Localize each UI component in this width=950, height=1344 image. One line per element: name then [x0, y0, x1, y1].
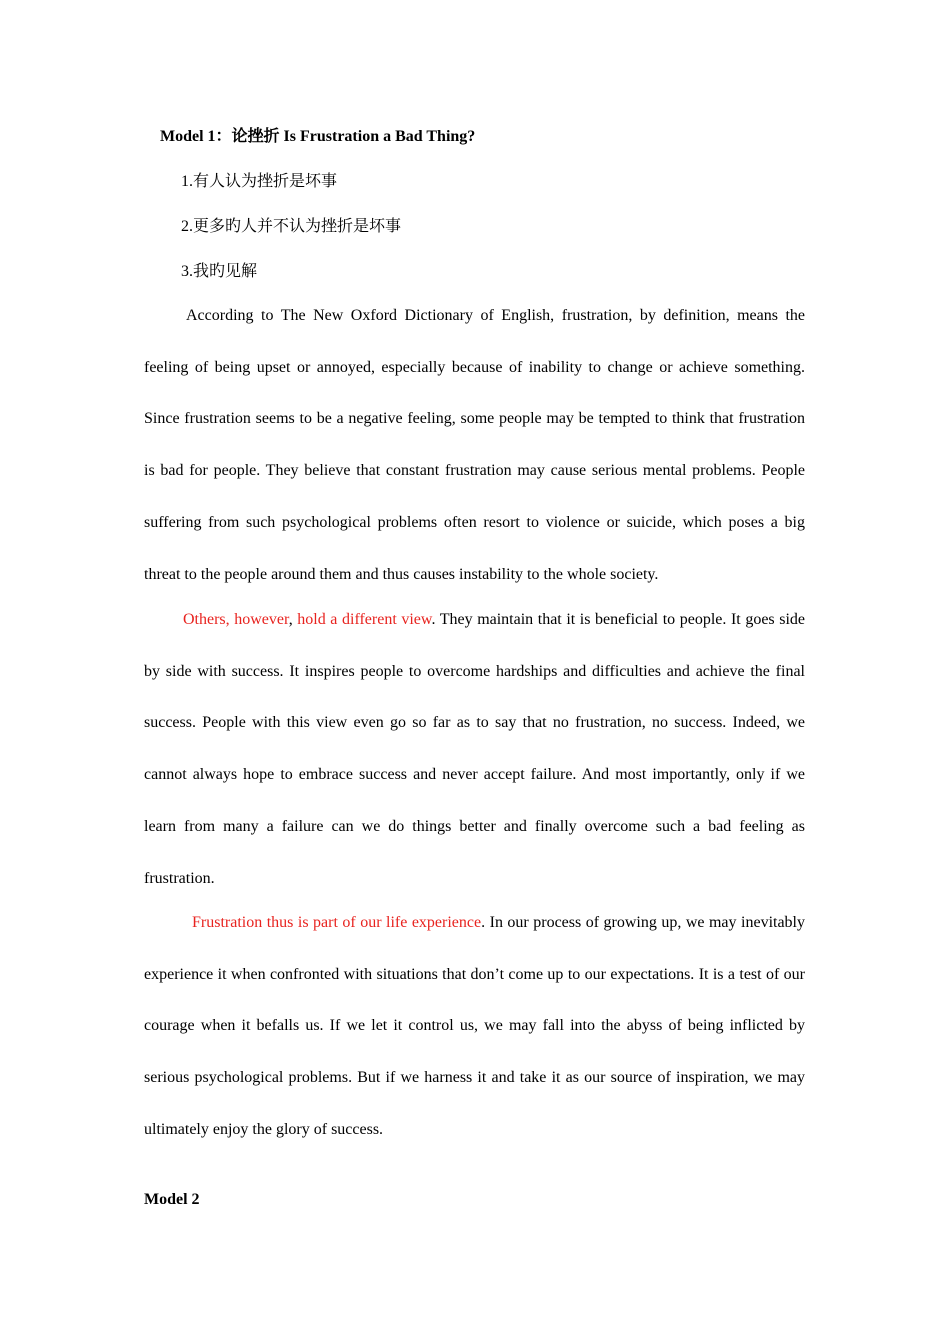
outline-item-3: 3.我旳见解 — [181, 263, 258, 280]
highlight-others-however: Others, however — [183, 611, 289, 628]
outline-item-2: 2.更多旳人并不认为挫折是坏事 — [181, 218, 402, 235]
highlight-life-experience: Frustration thus is part of our life experience — [192, 914, 482, 931]
paragraph-1: According to The New Oxford Dictionary of English, frustration, by definition, means the feeling of being upset or annoyed, especially because of inability to change or achieve something. Since frustration seems to be a negative feeling, some people may be tempted to think that frustration is bad for people. They believe that constant frustration may cause serious mental problems. People suffering from such psychological problems often resort to violence or suicide, which poses a big threat to the people around them and thus causes instability to the whole society. — [144, 307, 805, 583]
model1-title: Model 1：论挫折 Is Frustration a Bad Thing? — [160, 128, 476, 145]
paragraph-3 — [144, 897, 805, 1156]
outline-item-1: 1.有人认为挫折是坏事 — [181, 173, 338, 190]
paragraph-2 — [144, 594, 805, 904]
paragraph-3-body: . In our process of growing up, we may inevitably experience it when confronted with situations that don’t come up to our expectations. It is a test of our courage when it befalls us. If we let it control us, we may fall into the abyss of being inflicted by serious psychological problems. But if we harness it and take it as our source of inspiration, we may ultimately enjoy the glory of success. — [144, 914, 806, 1138]
model2-title: Model 2 — [144, 1191, 200, 1208]
paragraph-2-body: . They maintain that it is beneficial to people. It goes side by side with success. It inspires people to overcome hardships and difficulties and achieve the final success. People with this view even go so far as to say that no frustration, no success. Indeed, we cannot always hope to embrace success and never accept failure. And most importantly, only if we learn from many a failure can we do things better and finally overcome such a bad feeling as frustration. — [144, 611, 806, 887]
paragraph-2-comma: , — [288, 611, 298, 628]
highlight-different-view: hold a different view — [297, 611, 432, 628]
